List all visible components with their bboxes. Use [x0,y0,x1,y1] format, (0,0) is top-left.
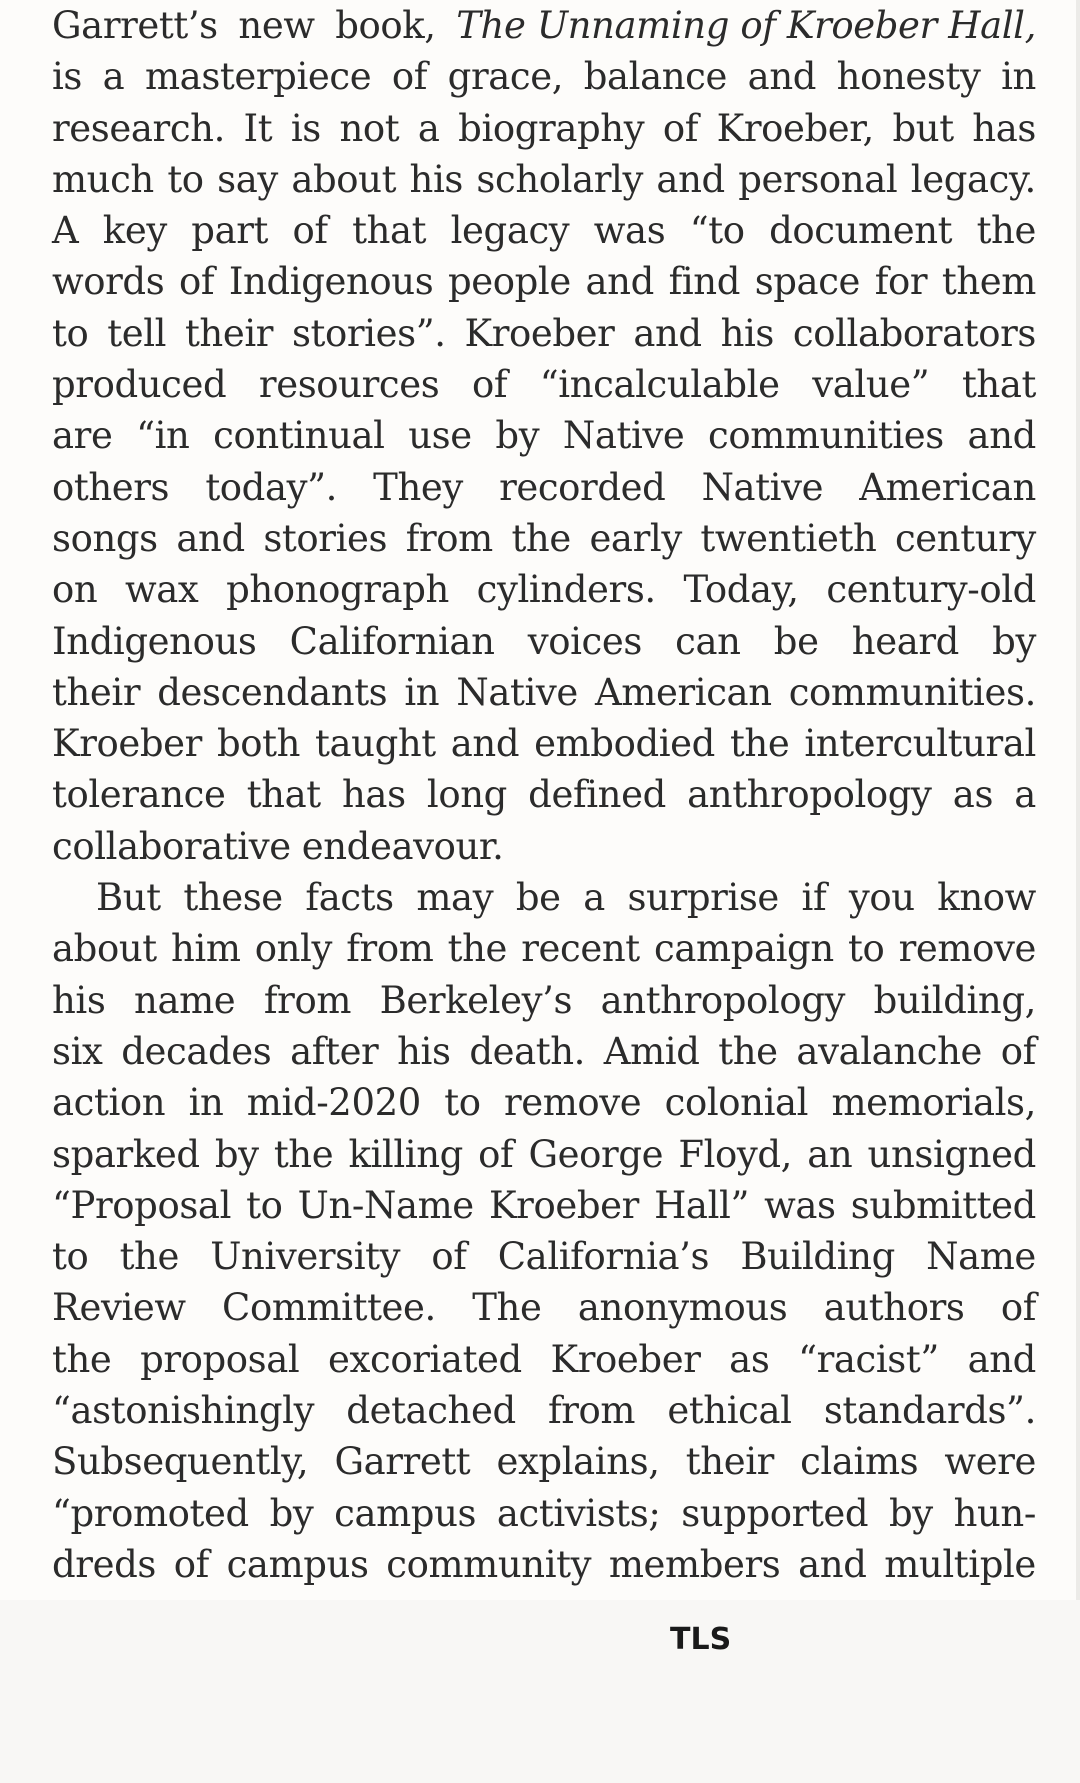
word: them [941,260,1036,304]
word: and [967,414,1036,458]
word: memorials, [831,1081,1036,1125]
word: “astonishingly [52,1389,315,1433]
word: his [720,311,775,355]
word: of [662,106,698,150]
word: his [397,1029,451,1073]
word: six [52,1029,103,1073]
word: the [119,1235,179,1279]
word: submitted [850,1183,1036,1227]
word: stories”. [291,311,446,355]
word: detached [346,1389,516,1433]
word: balance [583,55,728,99]
word: and [585,260,654,304]
word: of [1000,1286,1036,1330]
word: Native [701,465,824,509]
text-line [52,462,1036,513]
word: masterpiece [144,55,372,99]
word: name [134,978,236,1022]
word: hun- [953,1491,1036,1535]
footer-area [0,1600,1080,1783]
word: of [292,209,328,253]
text-line [52,256,1036,307]
word: grace, [447,55,564,99]
word: part [191,209,268,253]
word: endeavour. [301,824,504,868]
word: to [246,1183,283,1227]
word: the [718,1029,778,1073]
word: can [675,619,741,663]
word: scholarly [476,157,643,201]
word: and [176,516,245,560]
word: Californian [289,619,495,663]
word: excoriated [328,1337,522,1381]
word: an [807,1132,853,1176]
word: authors [823,1286,965,1330]
word: building, [873,978,1036,1022]
word: Amid [603,1029,700,1073]
word: not [339,106,400,150]
word: embodied [534,722,715,766]
word: Native [456,670,578,714]
word: much [52,157,154,201]
word: resources [258,363,440,407]
word: to [52,1235,89,1279]
word: standards”. [823,1389,1036,1433]
word: facts [305,876,394,920]
text-line [52,1385,1036,1436]
word: and [450,722,520,766]
word: his [409,157,463,201]
word: “to [689,209,745,253]
word: campus [226,1542,369,1586]
word: and [656,157,725,201]
word: of [478,1132,514,1176]
word: their [184,311,274,355]
word: new [238,4,315,47]
word: of [391,55,428,99]
word: A [52,209,79,253]
word: has [341,773,406,817]
word: “in [136,414,190,458]
word: descendants [157,670,388,714]
text-line [52,975,1036,1026]
word: cylinders. [476,568,656,612]
page-edge [1076,0,1080,1783]
word: by [992,619,1036,663]
word: Garrett’s [52,4,218,47]
word: Review [52,1286,186,1330]
word: space [754,260,861,304]
word: decades [121,1029,272,1073]
word: Building [740,1235,895,1279]
word: from [405,516,493,560]
word: the [729,722,790,766]
word: The [472,1286,542,1330]
text-line [52,308,1036,359]
word: tell [107,311,167,355]
word: key [102,209,167,253]
word: “incalculable [539,363,780,407]
word: claims [800,1440,919,1484]
word: action [52,1081,166,1125]
word: century-old [826,568,1036,612]
word: intercultural [804,722,1036,766]
word: by [269,1491,314,1535]
word: in [188,1081,224,1125]
text-line [52,769,1036,820]
word: only [254,927,332,971]
text-line [52,564,1036,615]
word: collaborative [52,824,291,868]
word: were [944,1440,1036,1484]
word: multiple [884,1542,1036,1586]
word: recent [521,927,640,971]
word: Indigenous [52,619,257,663]
word: “promoted [52,1491,249,1535]
word: biography [458,106,645,150]
text-line [52,1334,1036,1385]
word: “racist” [798,1337,939,1381]
text-line [52,667,1036,718]
word: use [408,414,472,458]
word: of [471,363,508,407]
word: communities [708,414,944,458]
word: unsigned [867,1132,1036,1176]
word: dreds [52,1542,156,1586]
text-line [52,1488,1036,1539]
word: of [1000,1029,1036,1073]
word: that [246,773,321,817]
word: his [52,978,106,1022]
word: honesty [836,55,981,99]
word: the [511,516,571,560]
text-line [52,103,1036,154]
word: continual [213,414,385,458]
text-line [52,51,1036,102]
word: But [96,876,161,920]
word: Kroeber [550,1337,701,1381]
word: and [798,1542,867,1586]
word: remove [898,927,1036,971]
word: a [102,55,125,99]
word: killing [348,1132,463,1176]
word: about [52,927,157,971]
word: that [961,363,1036,407]
word: death. [469,1029,586,1073]
word: value” [812,363,930,407]
word: to [167,157,204,201]
word: may [416,876,494,920]
word: George [528,1132,664,1176]
word: California’s [497,1235,710,1279]
word: Kroeber [52,722,202,766]
word: about [291,157,397,201]
word: others [52,465,170,509]
word: surprise [627,876,779,920]
word: and [967,1337,1036,1381]
text-line [52,1282,1036,1333]
word: has [972,106,1036,150]
word: activists; [496,1491,661,1535]
word: from [547,1389,636,1433]
word: on [52,568,98,612]
word: They [373,465,463,509]
word: Today, [683,568,799,612]
word: from [346,927,434,971]
word: both [216,722,301,766]
word: early [589,516,682,560]
word: for [874,260,928,304]
word: personal [738,157,898,201]
word: voices [527,619,642,663]
text-line [52,1077,1036,1128]
word: mid-2020 [246,1081,421,1125]
text-line [52,1129,1036,1180]
word: Committee. [222,1286,436,1330]
text-line [52,1539,1036,1590]
word: remove [503,1081,642,1125]
word: heard [851,619,959,663]
word: stories [263,516,388,560]
text-line [52,513,1036,564]
word: find [668,260,741,304]
word: Indigenous [228,260,434,304]
word: collaborators [792,311,1036,355]
word: Kroeber, [716,106,874,150]
text-line [52,923,1036,974]
word: the [447,927,508,971]
word: legacy [450,209,570,253]
word: tolerance [52,773,226,817]
text-line [52,1026,1036,1077]
word: is [52,55,83,99]
word: words [52,260,165,304]
text-line [52,872,1036,923]
word: legacy. [910,157,1036,201]
word: proposal [140,1337,300,1381]
word: be [773,619,819,663]
article-paragraph [52,872,1036,1590]
text-line [52,0,1036,51]
word: explains, [496,1440,660,1484]
word: Kroeber [464,311,615,355]
word: Subsequently, [52,1440,309,1484]
word: today”. [205,465,337,509]
word: Un-Name [297,1183,474,1227]
word: is [290,106,321,150]
word: sparked [52,1132,200,1176]
text-line [52,410,1036,461]
word: the [976,209,1036,253]
word: community [386,1542,592,1586]
word: a [417,106,440,150]
text-line [52,718,1036,769]
text-line [52,1436,1036,1487]
word: It [243,106,273,150]
word: communities. [788,670,1036,714]
word: century [894,516,1036,560]
word: produced [52,363,227,407]
word: was [593,209,666,253]
word: be [515,876,561,920]
word: recorded [499,465,666,509]
word: was [764,1183,836,1227]
text-line [52,1180,1036,1231]
word: their [52,670,141,714]
word: in [1001,55,1036,99]
text-line [52,821,1036,872]
word: taught [315,722,436,766]
word: “Proposal [52,1183,232,1227]
word: of [173,1542,209,1586]
word: The Unnaming of Kroeber Hall, [456,4,1036,47]
word: to [848,927,885,971]
text-line [52,154,1036,205]
word: of [431,1235,467,1279]
word: a [1014,773,1036,817]
word: Hall” [654,1183,749,1227]
word: are [52,414,113,458]
word: to [444,1081,481,1125]
word: as [952,773,994,817]
word: document [769,209,953,253]
word: by [214,1132,259,1176]
word: twentieth [700,516,877,560]
word: as [729,1337,770,1381]
word: Native [562,414,685,458]
word: their [685,1440,774,1484]
word: and [747,55,817,99]
word: anthropology [600,978,846,1022]
word: by [495,414,540,458]
word: say [217,157,278,201]
word: phonograph [226,568,449,612]
word: wax [125,568,199,612]
word: the [52,1337,112,1381]
word: of [178,260,215,304]
word: him [170,927,241,971]
word: Garrett [334,1440,471,1484]
word: Kroeber [488,1183,639,1227]
word: ethical [667,1389,792,1433]
word: by [889,1491,933,1535]
word: if [801,876,827,920]
word: know [937,876,1036,920]
word: University [210,1235,401,1279]
word: colonial [664,1081,809,1125]
word: Berkeley’s [379,978,573,1022]
word: the [273,1132,334,1176]
word: you [848,876,915,920]
word: American [859,465,1036,509]
word: book, [335,4,436,47]
word: Floyd, [678,1132,793,1176]
text-line [52,1231,1036,1282]
article-column [52,0,1036,1590]
word: to [52,311,89,355]
word: research. [52,106,225,150]
word: but [892,106,954,150]
word: these [183,876,283,920]
word: songs [52,516,158,560]
word: Name [926,1235,1036,1279]
word: avalanche [796,1029,982,1073]
word: American [594,670,772,714]
word: members [608,1542,781,1586]
text-line [52,359,1036,410]
word: campus [334,1491,477,1535]
article-paragraph [52,0,1036,872]
text-line [52,205,1036,256]
word: anthropology [687,773,932,817]
text-line [52,616,1036,667]
word: and [633,311,702,355]
word: a [583,876,605,920]
word: from [263,978,352,1022]
word: in [404,670,440,714]
word: campaign [654,927,834,971]
word: anonymous [577,1286,788,1330]
word: after [290,1029,379,1073]
word: that [352,209,427,253]
tls-logo: TLS [670,1622,732,1657]
word: people [447,260,571,304]
word: long [426,773,507,817]
word: supported [681,1491,869,1535]
word: defined [528,773,666,817]
